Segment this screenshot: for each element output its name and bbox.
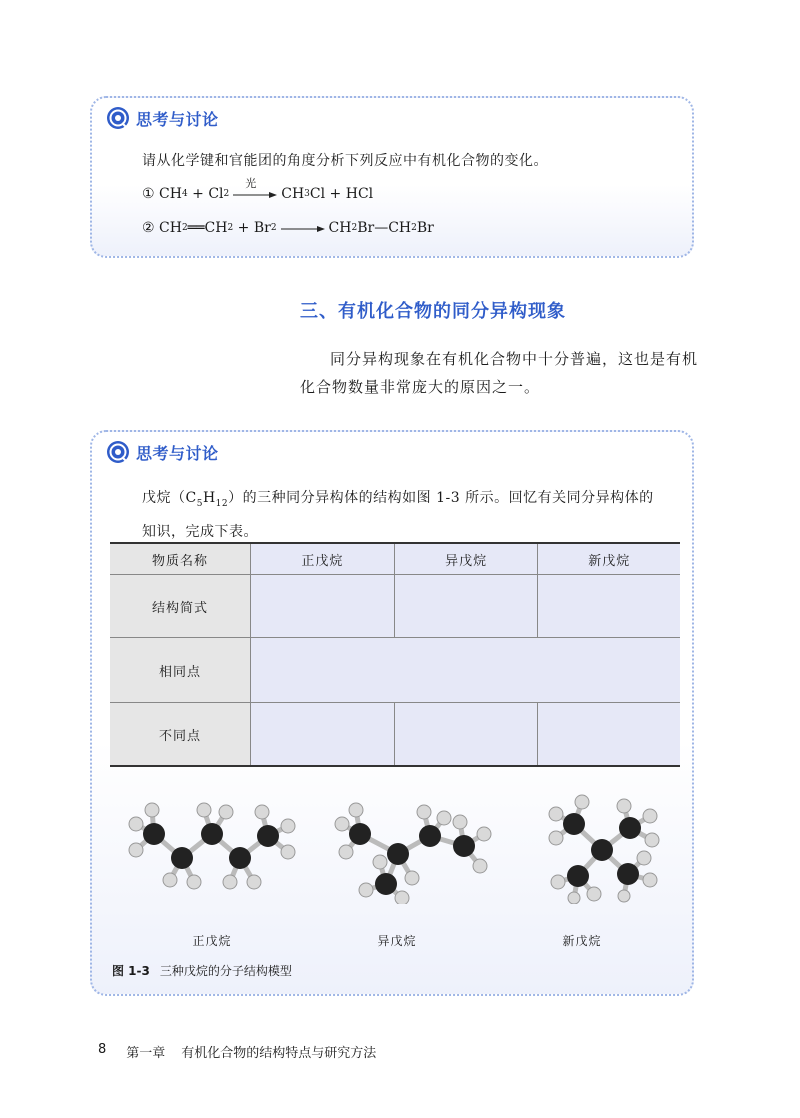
reaction-2: ② CH 2 ══ CH 2 + Br 2 CH 2 Br — CH 2 Br [142, 220, 434, 236]
n-pentane-model [122, 794, 302, 904]
reaction-1: ① CH 4 + Cl 2 光 CH 3 Cl + HCl [142, 177, 374, 202]
discussion-prompt: 戊烷$(C_5H_{12})$的三种同分异构体的结构如图 1-3 所示。回忆有关同分异构体的 知识，完成下表。 [142, 490, 654, 540]
discussion-box-1 [90, 96, 694, 258]
double-bond: ══ [187, 220, 205, 236]
chapter-title: 有机化合物的结构特点与研究方法 [181, 1046, 377, 1061]
row-label: 结构简式 [110, 575, 251, 638]
answer-cell[interactable] [251, 575, 395, 638]
reaction-arrow [233, 177, 277, 201]
page-number: 8 [98, 1042, 107, 1057]
discussion-icon [106, 440, 130, 464]
answer-cell[interactable] [394, 575, 538, 638]
molecule-label: 异戊烷 [377, 934, 417, 948]
section-heading: 三、有机化合物的同分异构现象 [300, 301, 566, 322]
figure-caption: 图 1-3 三种戊烷的分子结构模型 [112, 964, 292, 978]
answer-cell[interactable] [538, 703, 680, 767]
table-header-cell: 异戊烷 [394, 543, 538, 575]
row-label: 不同点 [110, 703, 251, 767]
isopentane-model [332, 794, 512, 904]
discussion-icon [106, 106, 130, 130]
reaction-arrow [281, 221, 325, 235]
discussion-prompt: 请从化学键和官能团的角度分析下列反应中有机化合物的变化。 [142, 153, 548, 169]
box-title: 思考与讨论 [136, 109, 219, 129]
single-bond: — [374, 220, 389, 236]
reaction-number: ② [142, 220, 155, 236]
table-header-cell: 正戊烷 [251, 543, 395, 575]
answer-cell[interactable] [251, 703, 395, 767]
answer-cell[interactable] [538, 575, 680, 638]
arrow-icon [233, 191, 277, 199]
neopentane-model [512, 794, 692, 904]
discussion-box-2 [90, 430, 694, 996]
section-paragraph: 同分异构现象在有机化合物中十分普遍，这也是有机 化合物数量非常庞大的原因之一。 [300, 350, 699, 396]
chapter-number: 第一章 [126, 1046, 166, 1061]
table-header-cell: 物质名称 [110, 543, 251, 575]
answer-cell[interactable] [394, 703, 538, 767]
row-label: 相同点 [110, 638, 251, 703]
reaction-number: ① [142, 186, 155, 202]
table-row [110, 703, 680, 767]
table-row [110, 575, 680, 638]
arrow-icon [281, 225, 325, 233]
table-row [110, 638, 680, 703]
box-title: 思考与讨论 [136, 443, 219, 463]
molecule-label: 正戊烷 [192, 934, 232, 948]
molecule-label: 新戊烷 [562, 934, 602, 948]
isomer-table [110, 542, 680, 767]
page-footer [98, 1042, 376, 1061]
box-header [106, 106, 219, 130]
reaction-condition: 光 [245, 177, 257, 190]
table-header-cell: 新戊烷 [538, 543, 680, 575]
box-header [106, 440, 219, 464]
answer-cell[interactable] [251, 638, 681, 703]
table-header-row [110, 543, 680, 575]
